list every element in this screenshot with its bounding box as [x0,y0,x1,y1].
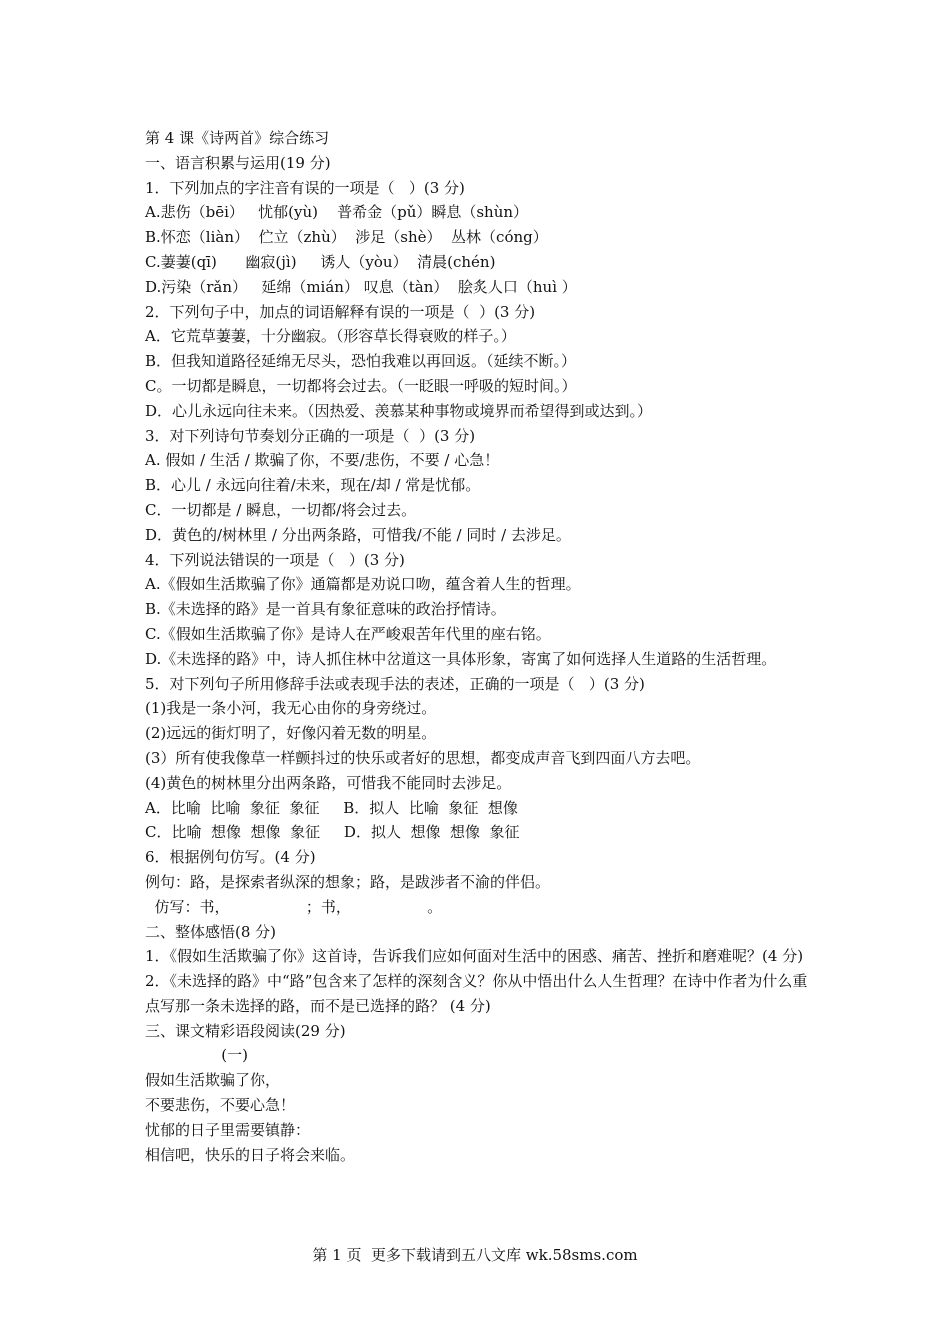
exercise-document [145,126,815,1167]
q5-sentence-4: (4)黄色的树林里分出两条路，可惜我不能同时去涉足。 [145,773,512,792]
q5-options-ab: A．比喻 比喻 象征 象征 B．拟人 比喻 象征 想像 [145,798,518,817]
q1-option-b: B.怀恋（liàn） 伫立（zhù） 涉足（shè） 丛林（cóng） [145,228,548,247]
q3-option-c: C．一切都是 / 瞬息，一切都/将会过去。 [145,500,417,519]
passage-number: (一) [145,1046,248,1065]
section-heading-2: 二、整体感悟(8 分) [145,922,277,941]
q1-option-c: C.萋萋(qī) 幽寂(jì) 诱人（yòu） 清晨(chén) [145,252,496,271]
q3-option-a: A. 假如 / 生活 / 欺骗了你，不要/悲伤，不要 / 心急！ [145,451,500,470]
question-5: 5．对下列句子所用修辞手法或表现手法的表述，正确的一项是（ ）(3 分) [145,674,645,693]
page-footer: 第 1 页 更多下载请到五八文库 wk.58sms.com [312,1246,638,1264]
question-1: 1．下列加点的字注音有误的一项是（ ）(3 分) [145,178,465,197]
q4-option-c: C.《假如生活欺骗了你》是诗人在严峻艰苦年代里的座右铭。 [145,624,551,643]
q2-option-a: A．它荒草萋萋，十分幽寂。（形容草长得衰败的样子。） [145,327,516,346]
section-heading-1: 一、语言积累与运用(19 分) [145,153,331,172]
q2-option-d: D．心儿永远向往未来。（因热爱、羡慕某种事物或境界而希望得到或达到。） [145,401,653,420]
q4-option-a: A.《假如生活欺骗了你》通篇都是劝说口吻，蕴含着人生的哲理。 [145,575,581,594]
q5-options-cd: C．比喻 想像 想像 象征 D．拟人 想像 想像 象征 [145,823,520,842]
q5-sentence-1: (1)我是一条小河，我无心由你的身旁绕过。 [145,699,437,718]
q1-option-d: D.污染（rǎn） 延绵（mián） 叹息（tàn） 脍炙人口（huì ） [145,277,577,296]
poem-line-4: 相信吧，快乐的日子将会来临。 [145,1145,356,1164]
poem-line-2: 不要悲伤，不要心急！ [145,1096,296,1115]
q5-sentence-3: (3）所有使我像草一样颤抖过的快乐或者好的思想，都变成声音飞到四面八方去吧。 [145,748,701,767]
q1-option-a: A.悲伤（bēi） 忧郁(yù) 普希金（pǔ）瞬息（shùn） [145,203,529,222]
section-heading-3: 三、课文精彩语段阅读(29 分) [145,1021,346,1040]
q6-example: 例句：路，是探索者纵深的想象；路，是跋涉者不渝的伴侣。 [145,872,551,891]
poem-line-3: 忧郁的日子里需要镇静： [145,1120,311,1139]
question-3: 3．对下列诗句节奏划分正确的一项是（ ）(3 分) [145,426,476,445]
q5-sentence-2: (2)远远的街灯明了，好像闪着无数的明星。 [145,724,437,743]
poem-line-1: 假如生活欺骗了你， [145,1071,281,1090]
q6-imitation-blank: 仿写：书， ；书， 。 [145,897,443,916]
section2-question-1: 1．《假如生活欺骗了你》这首诗，告诉我们应如何面对生活中的困惑、痛苦、挫折和磨难呢？(4 分) [145,947,804,966]
q2-option-c: C。一切都是瞬息，一切都将会过去。（一眨眼一呼吸的短时间。） [145,376,577,395]
q3-option-b: B．心儿 / 永远向往着/未来，现在/却 / 常是忧郁。 [145,476,481,495]
question-2: 2．下列句子中，加点的词语解释有误的一项是（ ）(3 分) [145,302,536,321]
question-4: 4．下列说法错误的一项是（ ）(3 分) [145,550,405,569]
document-title: 第 4 课《诗两首》综合练习 [145,129,330,147]
q2-option-b: B．但我知道路径延绵无尽头，恐怕我难以再回返。（延续不断。） [145,352,577,371]
q3-option-d: D．黄色的/树林里 / 分出两条路，可惜我/不能 / 同时 / 去涉足。 [145,525,571,544]
section2-question-2: 2．《未选择的路》中“路”包含来了怎样的深刻含义？你从中悟出什么人生哲理？在诗中作者为什么重点写那一条未选择的路，而不是已选择的路？ (4 分) [145,972,808,1015]
q4-option-b: B.《未选择的路》是一首具有象征意味的政治抒情诗。 [145,600,506,619]
q4-option-d: D.《未选择的路》中，诗人抓住林中岔道这一具体形象，寄寓了如何选择人生道路的生活哲理。 [145,649,777,668]
question-6: 6．根据例句仿写。(4 分) [145,848,316,867]
